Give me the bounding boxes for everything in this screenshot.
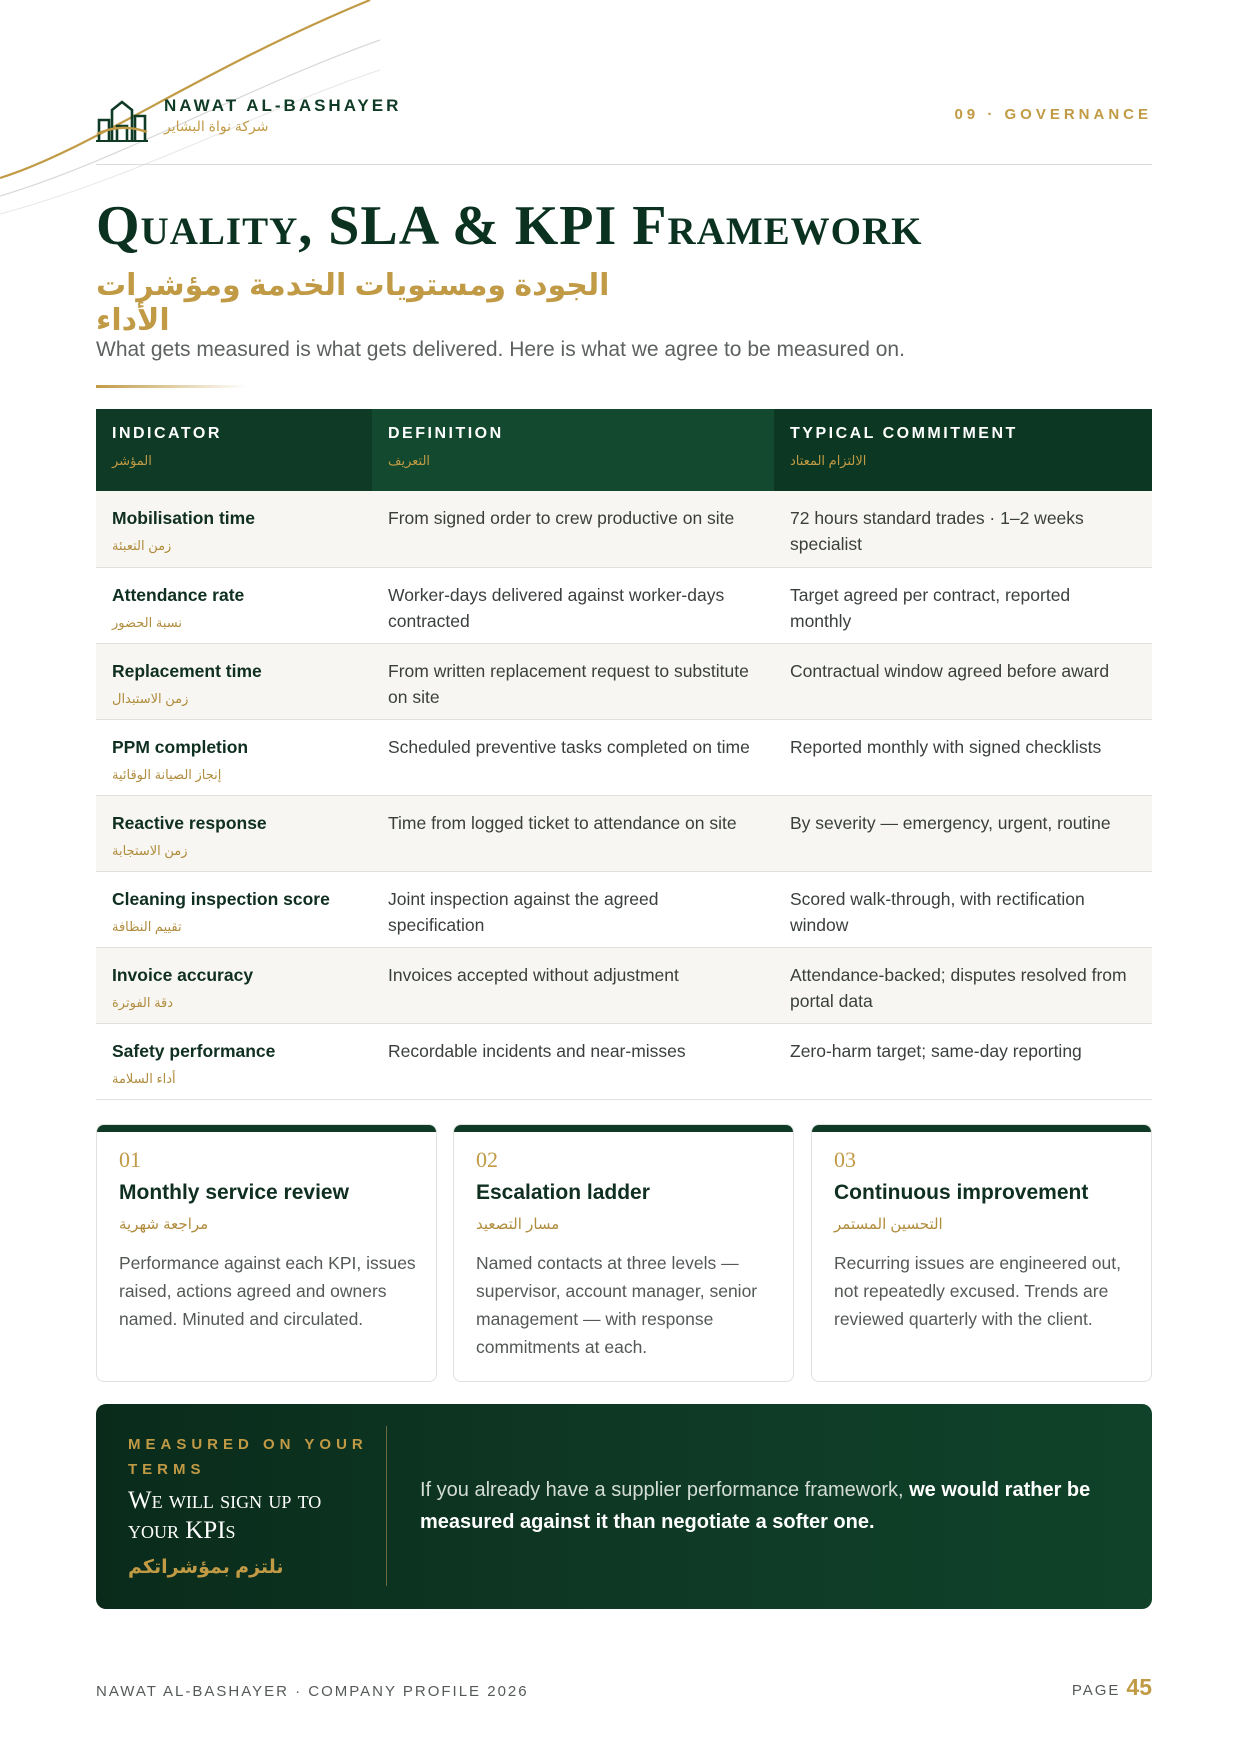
kpi-table xyxy=(96,409,1152,1100)
banner-kicker: MEASURED ON YOUR TERMS xyxy=(128,1436,368,1478)
card-continuous-improvement xyxy=(811,1124,1152,1382)
banner-text xyxy=(420,1474,1130,1538)
definition-cell: Recordable incidents and near-misses xyxy=(372,1023,774,1099)
card-number: 03 xyxy=(834,1147,856,1172)
definition-cell: From written replacement request to substitute on site xyxy=(372,643,774,719)
indicator-name: Cleaning inspection score xyxy=(112,888,330,909)
column-header-indicator xyxy=(96,409,372,491)
column-header-definition xyxy=(372,409,774,491)
indicator-name: Mobilisation time xyxy=(112,508,255,528)
indicator-name-arabic: نسبة الحضور xyxy=(112,614,182,630)
indicator-name: Invoice accuracy xyxy=(112,964,254,985)
card-body: Recurring issues are engineered out, not repeatedly excused. Trends are reviewed quarterly with the client. xyxy=(834,1253,1121,1329)
banner-divider xyxy=(386,1426,387,1586)
brand-name-arabic: شركة نواة البشاير xyxy=(164,118,269,134)
governance-cards xyxy=(96,1124,1152,1382)
card-title: Escalation ladder xyxy=(476,1181,650,1204)
banner-text-plain: If you already have a supplier performance framework, xyxy=(420,1479,910,1501)
commitment-cell: Contractual window agreed before award xyxy=(774,643,1152,719)
commitment-cell: Reported monthly with signed checklists xyxy=(774,719,1152,795)
commitment-cell: 72 hours standard trades · 1–2 weeks specialist xyxy=(774,491,1152,567)
commitment-cell: By severity — emergency, urgent, routine xyxy=(774,795,1152,871)
column-header-label-arabic: الالتزام المعتاد xyxy=(790,453,867,468)
indicator-name-arabic: زمن التعبئة xyxy=(112,538,172,553)
definition-cell: From signed order to crew productive on site xyxy=(372,491,774,567)
footer-document-label: NAWAT AL-BASHAYER · COMPANY PROFILE 2026 xyxy=(96,1683,529,1700)
definition-cell: Scheduled preventive tasks completed on time xyxy=(372,719,774,795)
banner-text-emphasis: we would rather be measured against it than negotiate a softer one. xyxy=(420,1479,1091,1533)
card-body: Performance against each KPI, issues raised, actions agreed and owners named. Minuted and circulated. xyxy=(119,1253,416,1329)
table-row xyxy=(96,491,1152,567)
indicator-name: Attendance rate xyxy=(112,584,245,605)
indicator-cell xyxy=(96,871,372,947)
commitment-cell: Zero-harm target; same-day reporting xyxy=(774,1023,1152,1099)
table-header-row xyxy=(96,409,1152,491)
indicator-cell xyxy=(96,643,372,719)
column-header-label-arabic: المؤشر xyxy=(112,453,152,468)
header-divider xyxy=(96,164,1152,165)
indicator-name: Reactive response xyxy=(112,812,267,833)
indicator-name-arabic: أداء السلامة xyxy=(112,1070,176,1086)
indicator-name-arabic: دقة الفوترة xyxy=(112,994,174,1010)
indicator-cell xyxy=(96,1023,372,1099)
card-title-arabic: مسار التصعيد xyxy=(476,1216,560,1233)
subtitle-accent-rule xyxy=(96,385,246,388)
page-title: Quality, SLA & KPI Framework xyxy=(96,195,923,257)
page-number: 45 xyxy=(1126,1674,1152,1700)
indicator-name: Replacement time xyxy=(112,660,262,681)
column-header-commitment xyxy=(774,409,1152,491)
card-title: Monthly service review xyxy=(119,1181,349,1204)
kpi-commitment-banner xyxy=(96,1404,1152,1609)
table-row xyxy=(96,567,1152,643)
indicator-name-arabic: إنجاز الصيانة الوقائية xyxy=(112,766,222,782)
definition-cell: Time from logged ticket to attendance on site xyxy=(372,795,774,871)
brand-name: NAWAT AL-BASHAYER xyxy=(164,96,402,115)
indicator-name-arabic: زمن الاستبدال xyxy=(112,690,189,706)
definition-cell: Invoices accepted without adjustment xyxy=(372,947,774,1023)
banner-heading-arabic: نلتزم بمؤشراتكم xyxy=(128,1557,284,1578)
table-row xyxy=(96,1023,1152,1099)
indicator-name-arabic: زمن الاستجابة xyxy=(112,842,188,858)
card-title-arabic: التحسين المستمر xyxy=(834,1216,943,1233)
definition-cell: Joint inspection against the agreed specification xyxy=(372,871,774,947)
table-row xyxy=(96,947,1152,1023)
page-label: PAGE xyxy=(1071,1682,1121,1699)
page-header xyxy=(96,92,1152,164)
table-row xyxy=(96,643,1152,719)
column-header-label-arabic: التعريف xyxy=(388,453,431,468)
card-title: Continuous improvement xyxy=(834,1181,1089,1204)
page-subtitle: What gets measured is what gets delivered. Here is what we agree to be measured on. xyxy=(96,338,905,361)
card-number: 01 xyxy=(119,1147,141,1172)
indicator-cell xyxy=(96,567,372,643)
table-row xyxy=(96,795,1152,871)
indicator-name: Safety performance xyxy=(112,1040,276,1061)
banner-heading: We will sign up to your KPIs xyxy=(128,1487,322,1544)
table-row xyxy=(96,719,1152,795)
column-header-label: TYPICAL COMMITMENT xyxy=(790,425,1018,442)
indicator-cell xyxy=(96,491,372,567)
card-escalation-ladder xyxy=(453,1124,794,1382)
table-row xyxy=(96,871,1152,947)
indicator-cell xyxy=(96,947,372,1023)
card-number: 02 xyxy=(476,1147,498,1172)
commitment-cell: Scored walk-through, with rectification window xyxy=(774,871,1152,947)
column-header-label: INDICATOR xyxy=(112,425,222,442)
card-monthly-service-review xyxy=(96,1124,437,1382)
footer-page-indicator xyxy=(1072,1674,1152,1701)
commitment-cell: Attendance-backed; disputes resolved from portal data xyxy=(774,947,1152,1023)
indicator-cell xyxy=(96,719,372,795)
card-title-arabic: مراجعة شهرية xyxy=(119,1216,209,1233)
indicator-cell xyxy=(96,795,372,871)
definition-cell: Worker-days delivered against worker-days contracted xyxy=(372,567,774,643)
card-body: Named contacts at three levels — supervisor, account manager, senior management — with response commitments at each. xyxy=(476,1253,758,1357)
indicator-name-arabic: تقييم النظافة xyxy=(112,918,182,934)
building-logo-icon xyxy=(96,96,148,142)
indicator-name: PPM completion xyxy=(112,736,249,757)
section-tag: 09 · GOVERNANCE xyxy=(954,106,1152,123)
column-header-label: DEFINITION xyxy=(388,425,504,442)
commitment-cell: Target agreed per contract, reported monthly xyxy=(774,567,1152,643)
page-title-arabic: الجودة ومستويات الخدمة ومؤشرات الأداء xyxy=(96,269,610,337)
